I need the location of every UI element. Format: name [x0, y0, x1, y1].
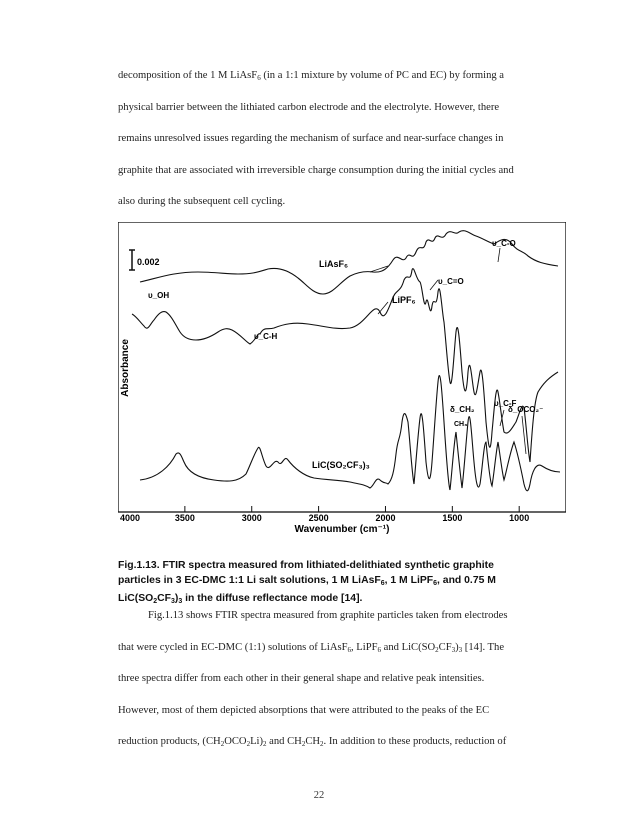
bottom-paragraph-line: However, most of them depicted absorptions that were attributed to the peaks of the EC [118, 704, 490, 716]
top-paragraph-line: physical barrier between the lithiated carbon electrode and the electrolyte. However, there [118, 101, 500, 113]
x-tick-label: 1000 [509, 513, 530, 523]
top-paragraph-line: also during the subsequent cell cycling. [118, 196, 286, 207]
x-tick-label: 2000 [375, 513, 396, 523]
figure-caption [118, 558, 568, 609]
peak-label-oh: υ_OH [148, 291, 170, 300]
peak-label-cf: υ_C-F [494, 399, 517, 408]
bottom-paragraph-line: reduction products, $(CH_2OCO_2Li)_2$ and $CH_2CH_2$. In addition to these products, reduction of [118, 736, 507, 748]
x-tick-label: 4000 [119, 513, 141, 523]
x-axis-label: Wavenumber (cm⁻¹) [294, 524, 390, 535]
caption-line: $LiC(SO_2CF_3)_3$ in the diffuse reflectance mode [14]. [118, 593, 363, 605]
peak-label-oco2: δ_OCO₂⁻ [508, 405, 544, 414]
caption-line: Fig.1.13. FTIR spectra measured from lithiated-delithiated synthetic graphite [118, 560, 494, 571]
top-paragraph-line: decomposition of the 1 M LiAsF$_6$ (in a 1:1 mixture by volume of PC and EC) by forming a [118, 70, 505, 82]
scale-bar-label: 0.002 [137, 257, 160, 267]
peak-label-ch3: CH₃ [454, 421, 468, 428]
peak-label-co-double: υ_C=O [438, 277, 464, 286]
x-tick-label: 2500 [308, 513, 329, 523]
bottom-paragraph-line: Fig.1.13 shows FTIR spectra measured from graphite particles taken from electrodes [148, 610, 508, 621]
top-paragraph-line: remains unresolved issues regarding the mechanism of surface and near-surface changes in [118, 133, 504, 144]
x-tick-label: 3500 [174, 513, 195, 523]
caption-line: particles in 3 EC-DMC 1:1 Li salt solutions, 1 M LiAsF$_6$, 1 M LiPF$_6$, and 0.75 M [118, 575, 496, 587]
peak-label-ch: υ_C-H [254, 332, 278, 341]
y-axis-label: Absorbance [120, 339, 131, 397]
x-tick-label: 3000 [241, 513, 262, 523]
peak-label-ch2: δ_CH₂ [450, 405, 475, 414]
label-lic-so2cf3-3: LiC(SO₂CF₃)₃ [312, 460, 370, 470]
peak-label-co: υ_C-O [492, 239, 516, 248]
ftir-figure [118, 222, 566, 540]
label-liasf6: LiAsF₆ [319, 259, 349, 269]
top-paragraph-line: graphite that are associated with irreversible charge consumption during the initial cycles and [118, 164, 514, 176]
bottom-paragraph-line: that were cycled in EC-DMC (1:1) solutions of LiAsF$_6$, LiPF$_6$ and $LiC(SO_2CF_3)_3$ [14]. The [118, 641, 505, 654]
page-number: 22 [313, 790, 325, 801]
ftir-spectra-plot [118, 222, 566, 540]
label-lipf6: LiPF₆ [392, 295, 416, 305]
x-tick-label: 1500 [442, 513, 463, 523]
bottom-paragraph-line: three spectra differ from each other in their general shape and relative peak intensities. [118, 673, 485, 684]
